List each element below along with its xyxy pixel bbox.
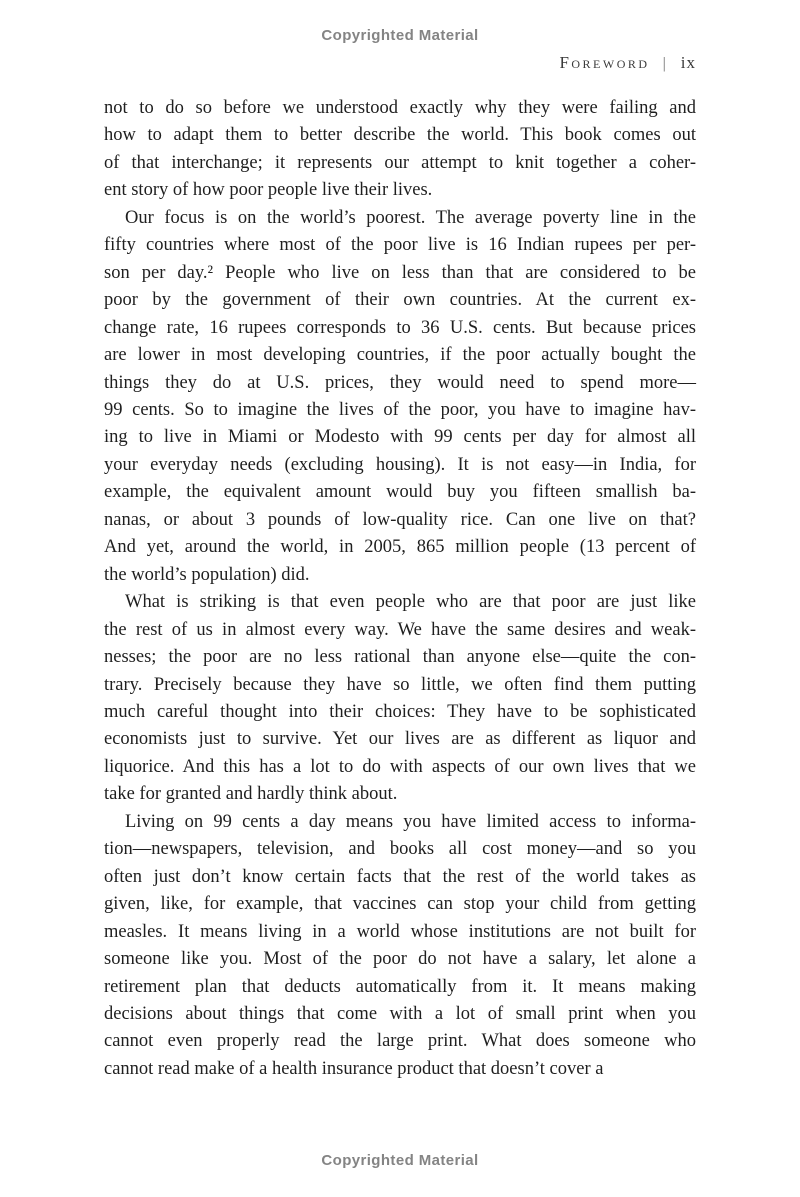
text-line: take for granted and hardly think about. — [104, 784, 398, 805]
text-line: What is striking is that even people who are that poor are just like — [125, 592, 696, 613]
paragraph — [104, 95, 696, 205]
section-title: Foreword — [559, 53, 650, 72]
text-line: measles. It means living in a world whose institutions are not built for — [104, 921, 696, 942]
text-line: things they do at U.S. prices, they would need to spend more— — [104, 372, 696, 393]
text-line: are lower in most developing countries, if the poor actually bought the — [104, 345, 696, 366]
text-line: And yet, around the world, in 2005, 865 million people (13 percent of — [104, 537, 696, 558]
text-line: the rest of us in almost every way. We have the same desires and weak- — [104, 619, 696, 640]
header-separator: | — [662, 55, 666, 72]
text-line: often just don’t know certain facts that the rest of the world takes as — [104, 866, 696, 887]
text-line: ing to live in Miami or Modesto with 99 cents per day for almost all — [104, 427, 696, 448]
copyright-watermark-bottom: Copyrighted Material — [321, 1152, 479, 1169]
running-header — [104, 53, 696, 73]
text-line: nesses; the poor are no less rational than anyone else—quite the con- — [104, 647, 696, 668]
text-line: nanas, or about 3 pounds of low-quality rice. Can one live on that? — [104, 509, 696, 530]
text-line: someone like you. Most of the poor do not have a salary, let alone a — [104, 949, 696, 970]
text-line: your everyday needs (excluding housing). It is not easy—in India, for — [104, 454, 696, 475]
text-line: not to do so before we understood exactly why they were failing and — [104, 98, 696, 118]
page-number: ix — [680, 53, 696, 72]
paragraph — [104, 809, 696, 1084]
text-line: 99 cents. So to imagine the lives of the poor, you have to imagine hav- — [104, 399, 696, 420]
text-line: trary. Precisely because they have so little, we often find them putting — [104, 674, 696, 695]
text-line: economists just to survive. Yet our lives are as different as liquor and — [104, 729, 696, 750]
text-line: of that interchange; it represents our attempt to knit together a coher- — [104, 152, 696, 173]
text-line: liquorice. And this has a lot to do with aspects of our own lives that we — [104, 756, 696, 777]
text-line: son per day.² People who live on less than that are considered to be — [104, 262, 696, 283]
text-line: poor by the government of their own countries. At the current ex- — [104, 290, 696, 311]
text-line: how to adapt them to better describe the world. This book comes out — [104, 125, 696, 146]
text-line: Living on 99 cents a day means you have limited access to informa- — [125, 811, 696, 832]
text-line: example, the equivalent amount would buy you fifteen smallish ba- — [104, 482, 696, 503]
text-line: change rate, 16 rupees corresponds to 36 U.S. cents. But because prices — [104, 317, 696, 338]
text-line: much careful thought into their choices: They have to be sophisticated — [104, 701, 696, 722]
paragraph — [104, 205, 696, 589]
text-line: cannot read make of a health insurance product that doesn’t cover a — [104, 1058, 604, 1079]
body-text — [104, 95, 696, 1083]
text-line: decisions about things that come with a lot of small print when you — [104, 1003, 696, 1024]
text-line: ent story of how poor people live their lives. — [104, 180, 433, 201]
text-line: given, like, for example, that vaccines can stop your child from getting — [104, 894, 696, 915]
text-line: fifty countries where most of the poor live is 16 Indian rupees per per- — [104, 235, 696, 256]
copyright-watermark-top: Copyrighted Material — [321, 27, 479, 44]
paragraph — [104, 589, 696, 809]
text-line: Our focus is on the world’s poorest. The average poverty line in the — [125, 207, 696, 228]
text-line: cannot even properly read the large print. What does someone who — [104, 1031, 696, 1052]
text-line: tion—newspapers, television, and books all cost money—and so you — [104, 839, 696, 860]
text-line: retirement plan that deducts automatically from it. It means making — [104, 976, 696, 997]
text-line: the world’s population) did. — [104, 564, 310, 585]
